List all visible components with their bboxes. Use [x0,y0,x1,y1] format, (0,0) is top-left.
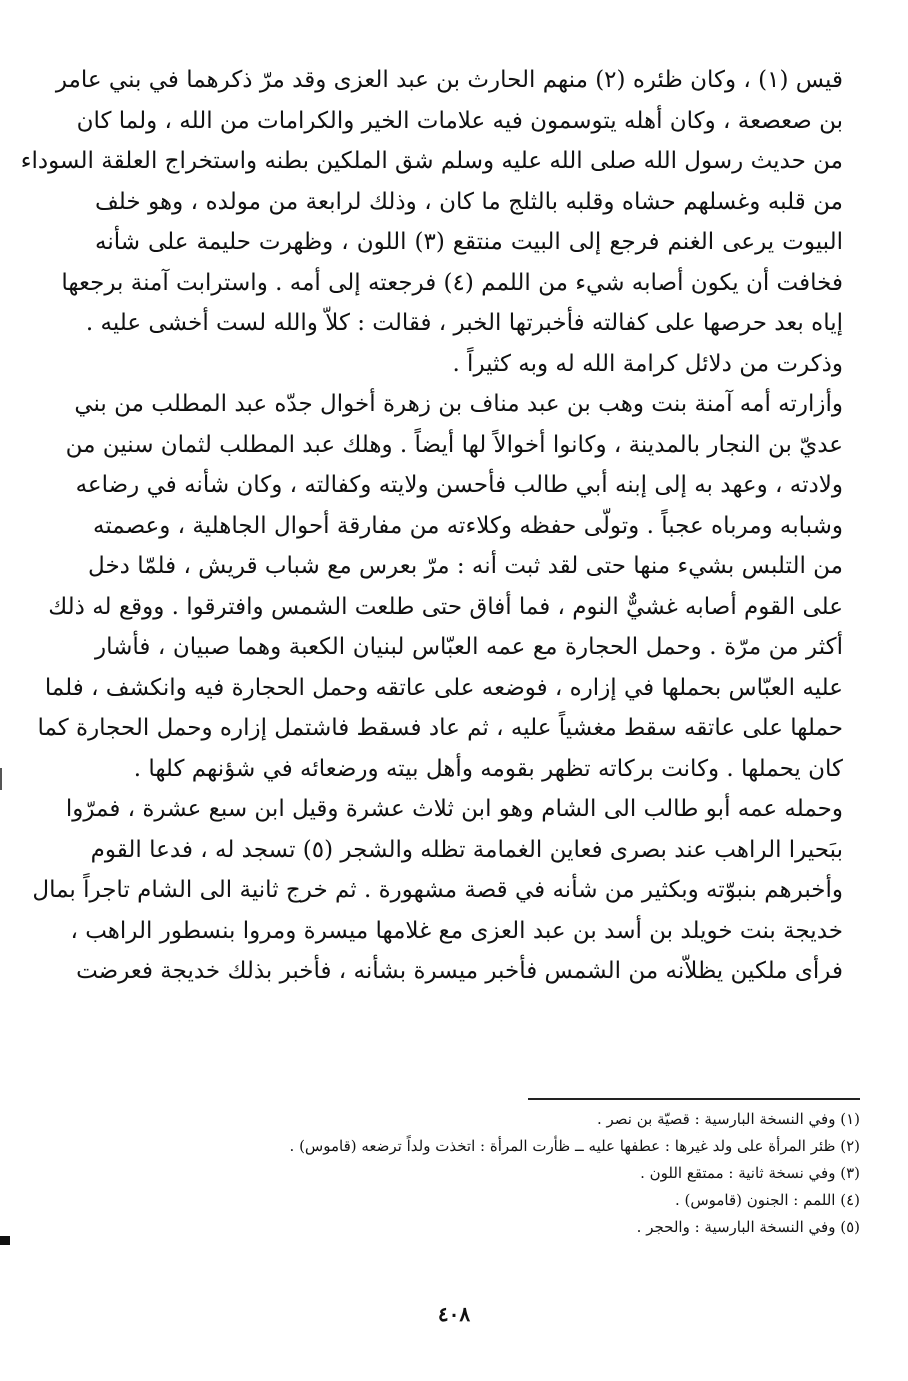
scan-edge-tick [0,768,2,790]
text-line: من التلبس بشيء منها حتى لقد ثبت أنه : مرّ بعرس مع شباب قريش ، فلمّا دخل [88,553,843,579]
text-line: قيس (١) ، وكان ظئره (٢) منهم الحارث بن عبد العزى وقد مرّ ذكرهما في بني عامر [55,67,843,93]
text-line: على القوم أصابه غشيٌّ النوم ، فما أفاق حتى طلعت الشمس وافترقوا . ووقع له ذلك [48,593,843,620]
text-line: حملها على عاتقه سقط مغشياً عليه ، ثم عاد فسقط فاشتمل إزاره وحمل الحجارة كما [37,715,843,741]
scan-edge-mark [0,1236,10,1245]
footnote: (٢) ظئر المرأة على ولد غيرها : عطفها عليه ــ ظأرت المرأة : اتخذت ولداً ترضعه (قاموس) . [289,1137,860,1155]
text-line: وأزارته أمه آمنة بنت وهب بن عبد مناف بن زهرة أخوال جدّه عبد المطلب من بني [74,391,843,417]
text-line: من قلبه وغسلهم حشاه وقلبه بالثلج ما كان ، وذلك لرابعة من مولده ، وهو خلف [95,188,843,215]
text-line: ولادته ، وعهد به إلى إبنه أبي طالب فأحسن ولايته وكفالته ، وكان شأنه في رضاعه [75,472,843,498]
footnote-divider [528,1098,860,1100]
footnote: (٤) اللمم : الجنون (قاموس) . [674,1191,860,1209]
text-line: عديّ بن النجار بالمدينة ، وكانوا أخوالاً لها أيضاً . وهلك عبد المطلب لثمان سنين من [65,431,843,458]
text-line: كان يحملها . وكانت بركاته تظهر بقومه وأهل بيته ورضعائه في شؤنهم كلها . [133,755,843,782]
text-line: خديجة بنت خويلد بن أسد بن عبد العزى مع غلامها ميسرة ومروا بنسطور الراهب ، [70,917,843,944]
text-line: وحمله عمه أبو طالب الى الشام وهو ابن ثلاث عشرة وقيل ابن سبع عشرة ، فمرّوا [65,796,843,822]
page-number: ٤٠٨ [437,1302,471,1326]
text-line: وأخبرهم بنبوّته وبكثير من شأنه في قصة مشهورة . ثم خرج ثانية الى الشام تاجراً بمال [32,877,843,903]
text-line: فرأى ملكين يظلاّنه من الشمس فأخبر ميسرة بشأنه ، فأخبر بذلك خديجة فعرضت [76,958,843,984]
text-line: من حديث رسول الله صلى الله عليه وسلم شق الملكين بطنه واستخراج العلقة السوداء [20,148,843,174]
footnotes-block [289,1106,860,1241]
text-line: وذكرت من دلائل كرامة الله له وبه كثيراً . [452,350,843,377]
text-line: ببَحيرا الراهب عند بصرى فعاين الغمامة تظله والشجر (٥) تسجد له ، فدعا القوم [90,836,843,863]
text-line: وشبابه ومرباه عجباً . وتولّى حفظه وكلاءته من مفارقة أحوال الجاهلية ، وعصمته [93,512,843,539]
text-line: فخافت أن يكون أصابه شيء من اللمم (٤) فرجعته إلى أمه . واسترابت آمنة برجعها [61,269,843,296]
main-text-block [20,60,844,992]
footnote: (١) وفي النسخة البارسية : قصيّة بن نصر . [596,1110,860,1128]
text-line: أكثر من مرّة . وحمل الحجارة مع عمه العبّاس لبنيان الكعبة وهما صبيان ، فأشار [95,634,843,660]
text-line: إياه بعد حرصها على كفالته فأخبرتها الخبر ، فقالت : كلاّ والله لست أخشى عليه . [85,310,843,336]
text-line: بن صعصعة ، وكان أهله يتوسمون فيه علامات الخير والكرامات من الله ، ولما كان [76,107,843,134]
footnote: (٥) وفي النسخة البارسية : والحجر . [636,1218,860,1236]
footnote: (٣) وفي نسخة ثانية : ممتقع اللون . [640,1164,860,1182]
text-line: عليه العبّاس بحملها في إزاره ، فوضعه على عاتقه وحمل الحجارة فيه وانكشف ، فلما [44,674,843,701]
text-line: البيوت يرعى الغنم فرجع إلى البيت منتقع (٣) اللون ، وظهرت حليمة على شأنه [95,229,844,255]
